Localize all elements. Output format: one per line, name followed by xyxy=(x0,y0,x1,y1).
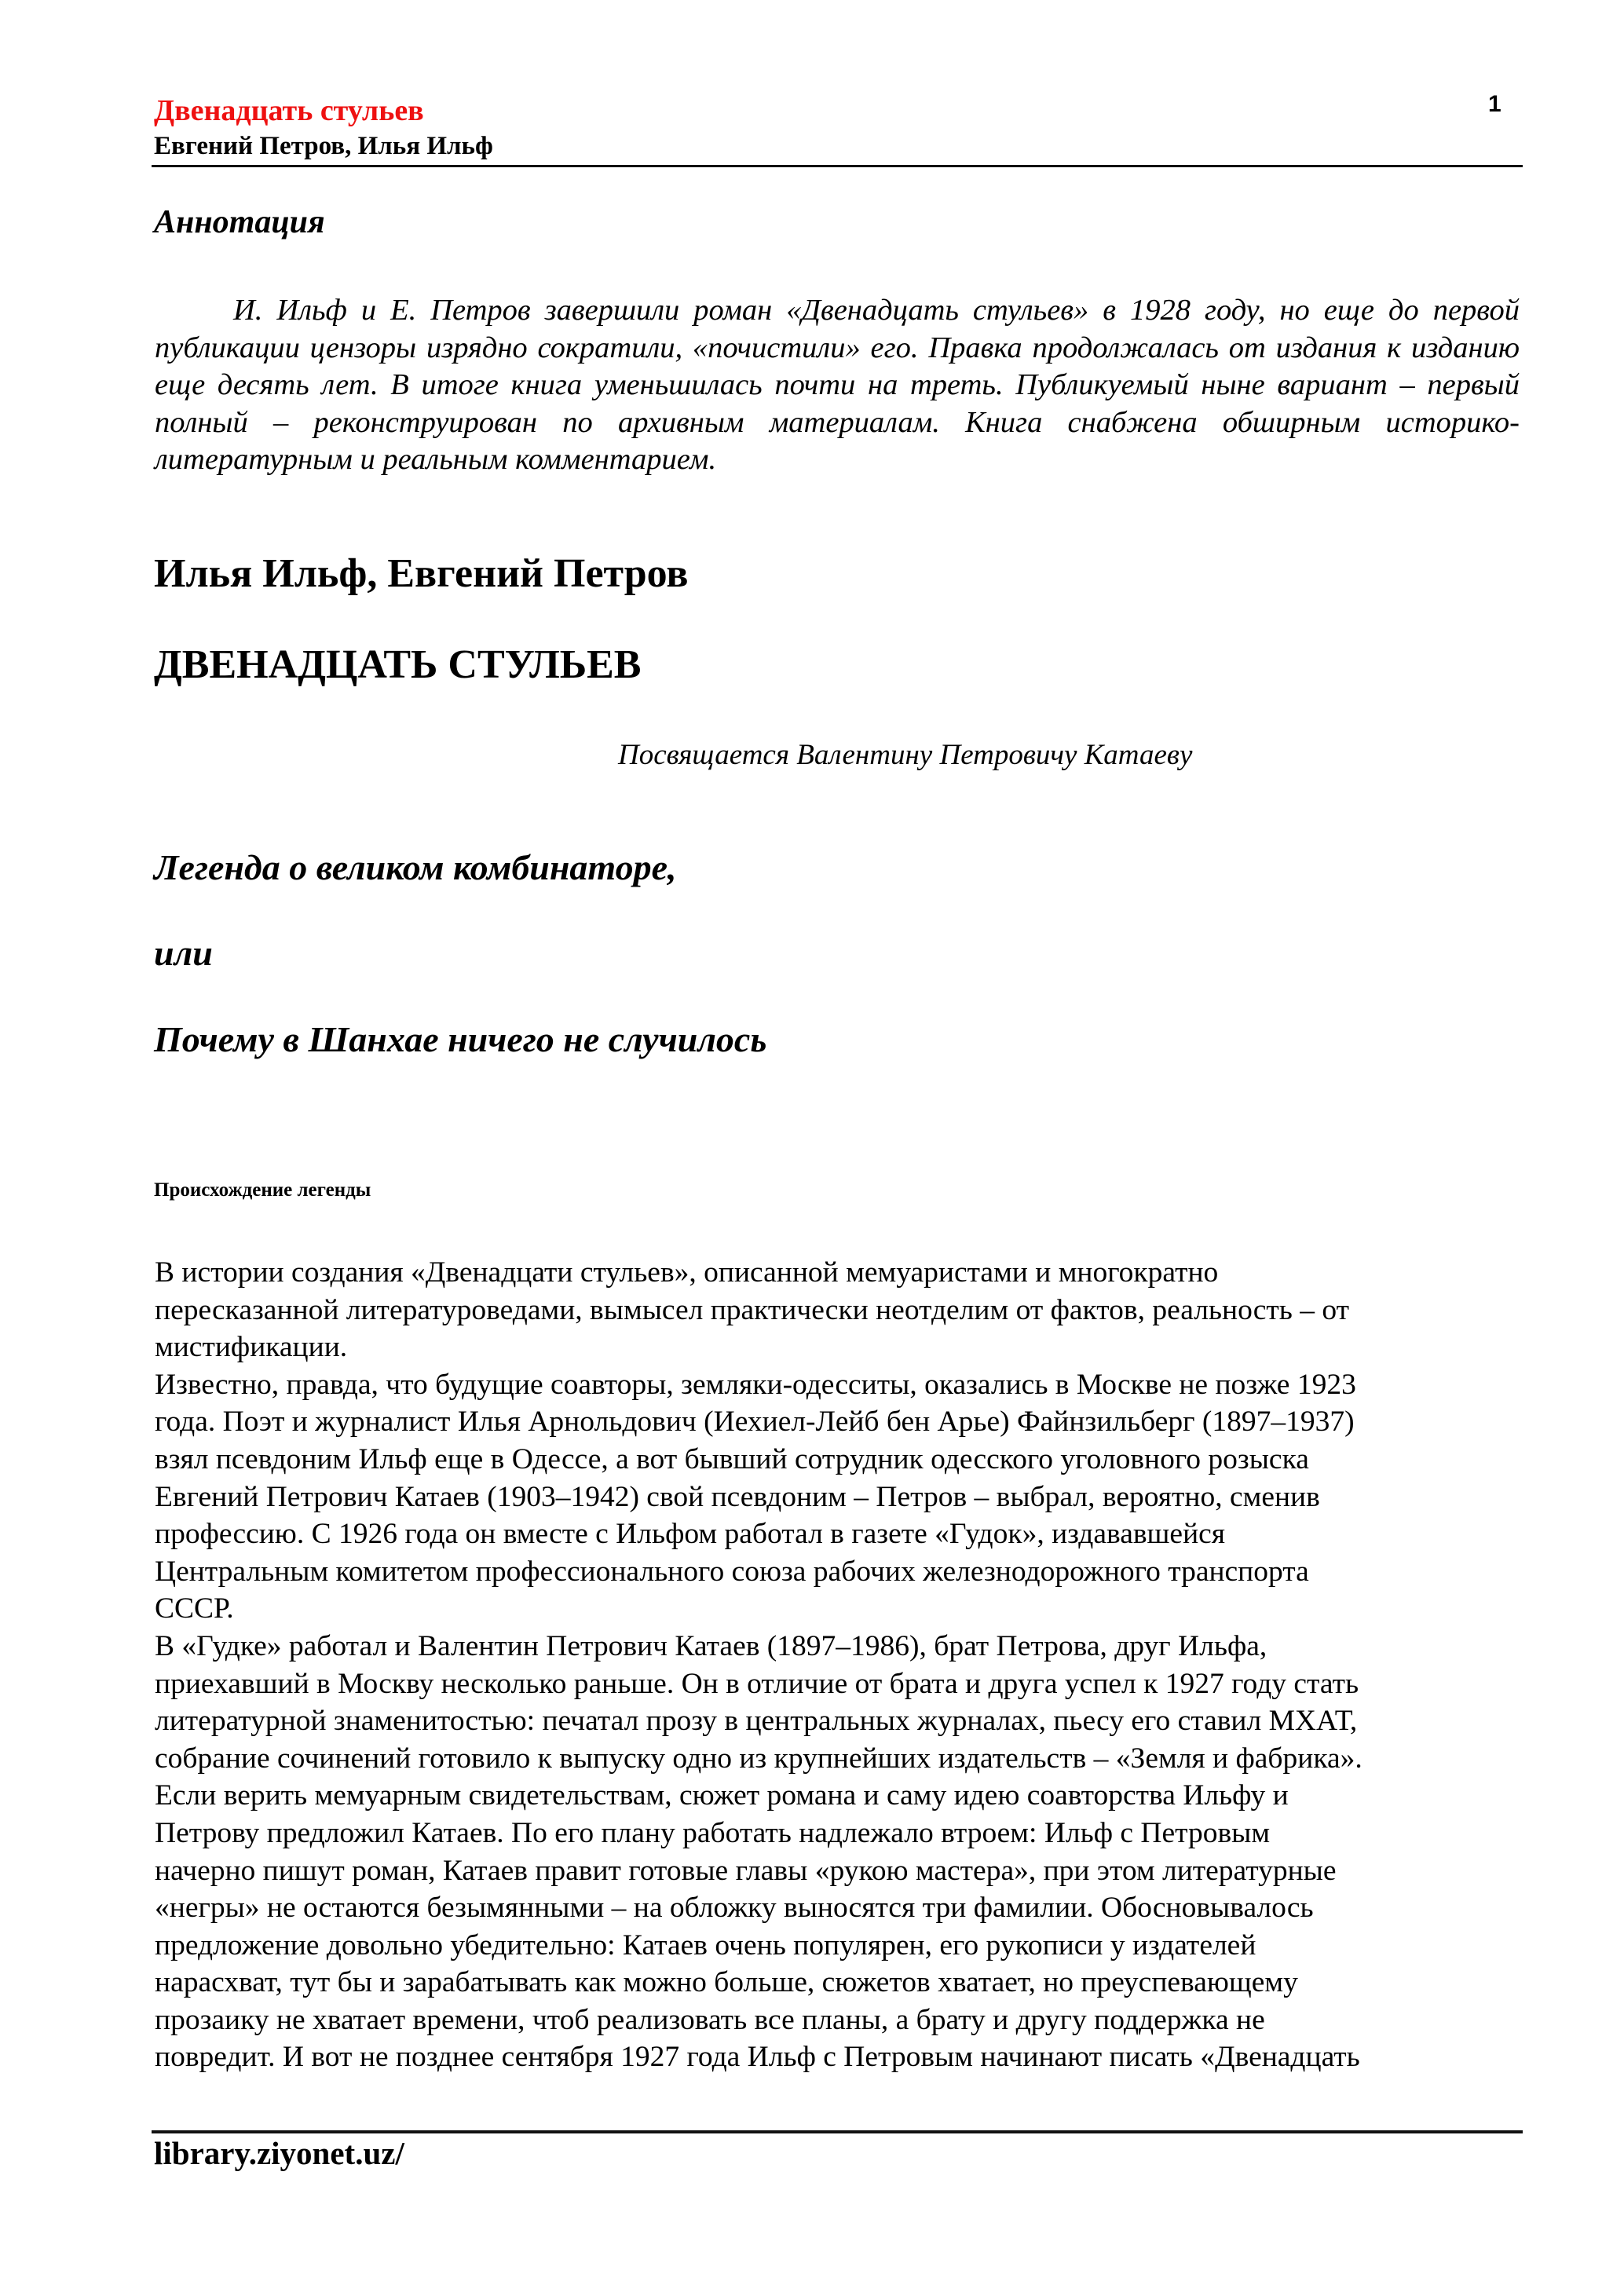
authors-heading: Илья Ильф, Евгений Петров xyxy=(154,551,689,596)
annotation-heading: Аннотация xyxy=(154,204,325,240)
dedication: Посвящается Валентину Петровичу Катаеву xyxy=(618,739,1193,771)
running-header-authors: Евгений Петров, Илья Ильф xyxy=(154,132,493,160)
legend-title-line-1: Легенда о великом комбинаторе, xyxy=(154,847,677,887)
header-divider xyxy=(152,165,1523,167)
body-line: предложение довольно убедительно: Катаев очень популярен, его рукописи у издателей xyxy=(155,1929,1256,1961)
body-line: собрание сочинений готовило к выпуску одно из крупнейших издательств – «Земля и фабрика». xyxy=(155,1742,1362,1775)
body-line: нарасхват, тут бы и зарабатывать как можно больше, сюжетов хватает, но преуспевающему xyxy=(155,1966,1298,1999)
legend-title-line-2: или xyxy=(154,933,213,973)
footer-site-link[interactable]: library.ziyonet.uz/ xyxy=(154,2135,404,2171)
page-number: 1 xyxy=(1488,91,1501,117)
body-line: Известно, правда, что будущие соавторы, земляки-одесситы, оказались в Москве не позже 1923 xyxy=(155,1368,1356,1401)
body-line: СССР. xyxy=(155,1592,234,1625)
body-line: литературной знаменитостью: печатал прозу в центральных журналах, пьесу его ставил МХАТ, xyxy=(155,1705,1358,1738)
body-text xyxy=(155,1254,1529,2076)
body-line: года. Поэт и журналист Илья Арнольдович (Иехиел-Лейб бен Арье) Файнзильберг (1897–1937) xyxy=(155,1406,1355,1439)
body-line: профессию. С 1926 года он вместе с Ильфом работал в газете «Гудок», издававшейся xyxy=(155,1518,1226,1551)
body-line: В истории создания «Двенадцати стульев», описанной мемуаристами и многократно xyxy=(155,1256,1219,1289)
book-heading: ДВЕНАДЦАТЬ СТУЛЬЕВ xyxy=(154,642,642,687)
body-line: повредит. И вот не позднее сентября 1927 года Ильф с Петровым начинают писать «Двенадцать xyxy=(155,2041,1360,2074)
body-line: В «Гудке» работал и Валентин Петрович Катаев (1897–1986), брат Петрова, друг Ильфа, xyxy=(155,1629,1267,1662)
footer-divider xyxy=(152,2130,1523,2133)
body-line: Евгений Петрович Катаев (1903–1942) свой псевдоним – Петров – выбрал, вероятно, сменив xyxy=(155,1480,1320,1513)
body-line: прозаику не хватает времени, чтоб реализовать все планы, а брату и другу поддержка не xyxy=(155,2003,1265,2036)
running-header-book-title: Двенадцать стульев xyxy=(154,94,424,127)
body-line: Если верить мемуарным свидетельствам, сюжет романа и саму идею соавторства Ильфу и xyxy=(155,1779,1289,1812)
body-line: взял псевдоним Ильф еще в Одессе, а вот бывший сотрудник одесского уголовного розыска xyxy=(155,1442,1309,1475)
body-line: «негры» не остаются безымянными – на обложку выносятся три фамилии. Обосновывалось xyxy=(155,1892,1314,1925)
body-line: Петрову предложил Катаев. По его плану работать надлежало втроем: Ильф с Петровым xyxy=(155,1816,1271,1849)
body-line: мистификации. xyxy=(155,1331,348,1364)
body-line: Центральным комитетом профессионального союза рабочих железнодорожного транспорта xyxy=(155,1555,1309,1588)
legend-title-line-3: Почему в Шанхае ничего не случилось xyxy=(154,1019,767,1059)
annotation-paragraph: И. Ильф и Е. Петров завершили роман «Двенадцать стульев» в 1928 году, но еще до первой публикации цензоры изрядно сократили, «почистили» его. Правка продолжалась от издания к изданию еще десять лет. В итоге книга уменьшилась почти на треть. Публикуемый ныне вариант – первый полный – реконструирован по архивным материалам. Книга снабжена обширным историко-литературным и реальным комментарием. xyxy=(155,294,1520,476)
body-line: приехавший в Москву несколько раньше. Он в отличие от брата и друга успел к 1927 году стать xyxy=(155,1667,1359,1700)
body-line: начерно пишут роман, Катаев правит готовые главы «рукою мастера», при этом литературные xyxy=(155,1854,1337,1887)
section-heading: Происхождение легенды xyxy=(154,1179,371,1201)
body-line: пересказанной литературоведами, вымысел практически неотделим от фактов, реальность – от xyxy=(155,1293,1350,1326)
